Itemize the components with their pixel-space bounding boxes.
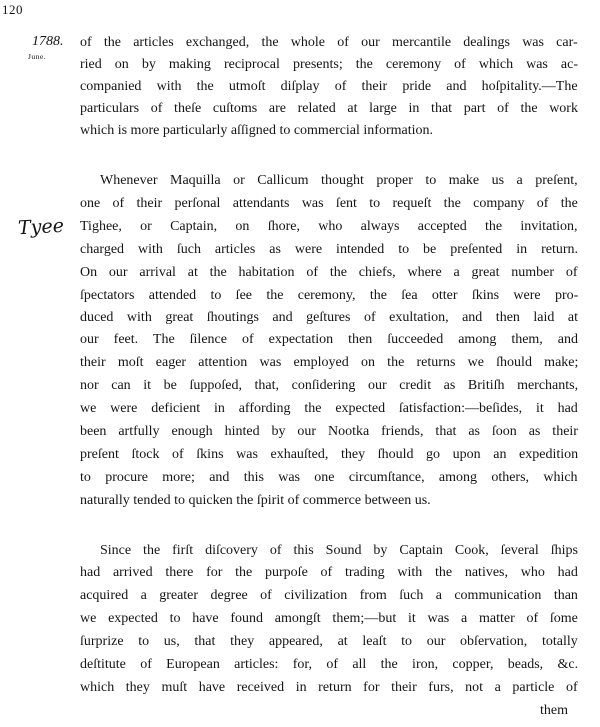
text-line: their moſt eager attention was employed on the returns we ſhould make; bbox=[80, 355, 579, 370]
text-line: one of their perſonal attendants was ſent to requeſt the company of the bbox=[80, 196, 578, 211]
text-line: ſurprize to us, that they appeared, at leaſt to our obſervation, totally bbox=[80, 634, 578, 649]
page-number: 120 bbox=[2, 2, 23, 17]
text-line: duced with great ſhoutings and geſtures of exultation, and then laid at bbox=[80, 310, 579, 325]
text-line: we expected to have found amongſt them;—but it was a matter of ſome bbox=[80, 611, 578, 626]
text-line: ried on by making reciprocal presents; the ceremony of which was ac- bbox=[80, 57, 579, 72]
text-line: deſtitute of European articles: for, of all the iron, copper, beads, &c. bbox=[80, 657, 579, 672]
text-line: we were deficient in affording the expected ſatisfaction:—beſides, it had bbox=[80, 401, 578, 416]
text-line: had arrived there for the purpoſe of trading with the natives, who had bbox=[80, 565, 578, 580]
text-line: ſpectators attended to ſee the ceremony, the ſea otter ſkins were pro- bbox=[80, 288, 579, 303]
text-line: On our arrival at the habitation of the chiefs, where a great number of bbox=[80, 265, 578, 280]
text-line: particulars of theſe cuſtoms are related at large in that part of the work bbox=[80, 101, 578, 116]
text-line: which they muſt have received in return for their furs, not a particle of bbox=[80, 680, 578, 695]
text-line: naturally tended to quicken the ſpirit of commerce between us. bbox=[80, 493, 431, 508]
text-line: our feet. The ſilence of expectation then ſucceeded among them, and bbox=[80, 332, 579, 347]
text-line: Whenever Maquilla or Callicum thought proper to make us a preſent, bbox=[100, 173, 578, 188]
text-line: Since the firſt diſcovery of this Sound by Captain Cook, ſeveral ſhips bbox=[100, 543, 578, 558]
text-line: acquired a greater degree of civilization from ſuch a communication than bbox=[80, 588, 578, 603]
text-line: Tighee, or Captain, on ſhore, who always accepted the invitation, bbox=[80, 219, 578, 234]
margin-handwritten-note: Tyee bbox=[17, 214, 65, 240]
text-line: to procure more; and this was one circumſtance, among others, which bbox=[80, 470, 578, 485]
text-line: which is more particularly aſſigned to commercial information. bbox=[80, 123, 434, 138]
text-line: nor can it be ſuppoſed, that, conſidering our credit as Britiſh merchants, bbox=[80, 378, 579, 393]
text-line: charged with ſuch articles as were intended to be preſented in return. bbox=[80, 242, 579, 257]
text-line: of the articles exchanged, the whole of our mercantile dealings was car- bbox=[80, 35, 578, 50]
text-line: companied with the utmoſt diſplay of their pride and hoſpitality.—The bbox=[80, 79, 578, 94]
catchword: them bbox=[540, 703, 568, 718]
margin-year: 1788. bbox=[32, 34, 64, 49]
text-line: been artfully enough hinted by our Nootka friends, that as ſoon as their bbox=[80, 424, 578, 439]
margin-month: June. bbox=[28, 52, 47, 61]
text-line: preſent ſtock of ſkins was exhauſted, they ſhould go upon an expedition bbox=[80, 447, 579, 462]
